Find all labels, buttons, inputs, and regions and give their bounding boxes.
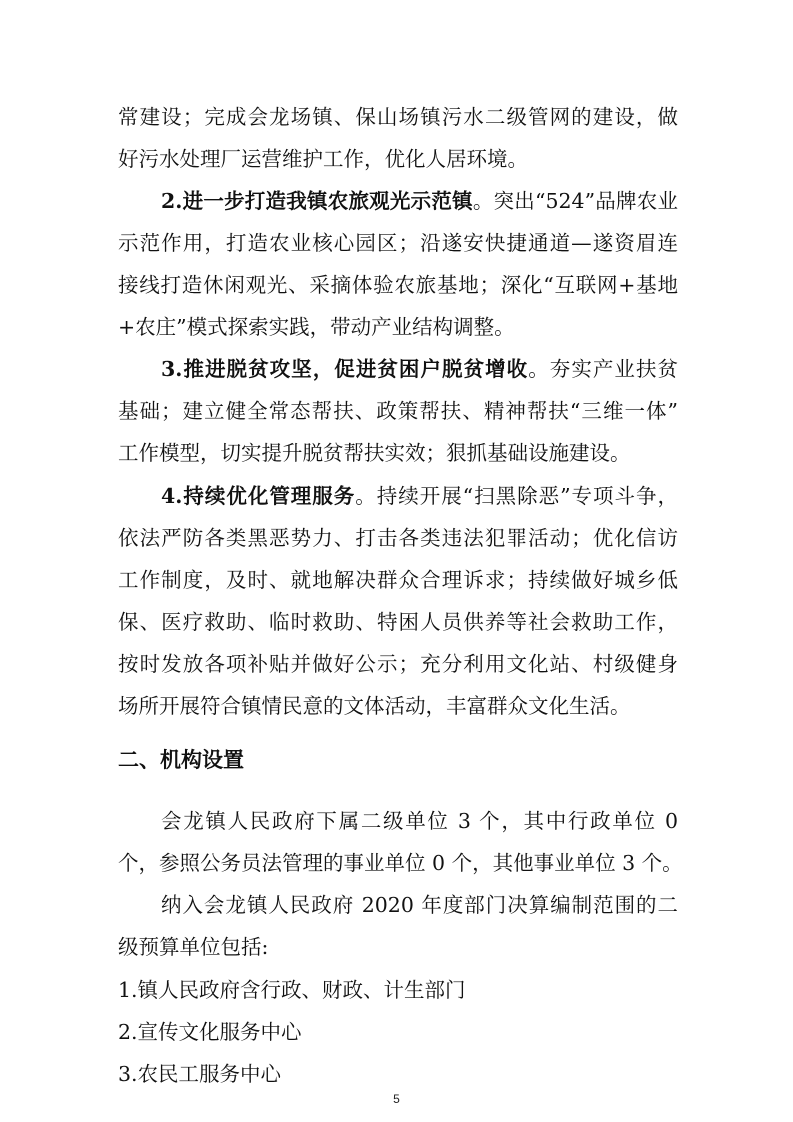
paragraph-4-heading: 4.持续优化管理服务	[161, 484, 356, 508]
section-heading: 二、机构设置	[118, 748, 244, 772]
paragraph-2-heading: 2.进一步打造我镇农旅观光示范镇	[161, 189, 473, 213]
text-line: 接线打造休闲观光、采摘体验农旅基地；深化“互联网+基地	[118, 273, 678, 297]
text-line: 保、医疗救助、临时救助、特困人员供养等社会救助工作，	[118, 610, 678, 634]
paragraph-3-first-line	[161, 354, 678, 384]
paragraph-2-text: 。突出“524”品牌农业	[472, 189, 678, 213]
text-line: 按时发放各项补贴并做好公示；充分利用文化站、村级健身	[118, 652, 678, 676]
paragraph-2-first-line	[161, 186, 678, 216]
page-number: 5	[393, 1092, 400, 1106]
paragraph-3-text: 。夯实产业扶贫	[528, 357, 679, 381]
text-line: 级预算单位包括:	[118, 935, 269, 959]
text-line: 工作模型，切实提升脱贫帮扶实效；狠抓基础设施建设。	[118, 441, 631, 465]
text-line: 个，参照公务员法管理的事业单位 0 个，其他事业单位 3 个。	[118, 851, 683, 875]
text-line: 好污水处理厂运营维护工作，优化人居环境。	[118, 147, 528, 171]
paragraph-4-text: 。持续开展“扫黑除恶”专项斗争，	[355, 484, 678, 508]
paragraph-4-first-line	[161, 481, 678, 511]
list-item: 1.镇人民政府含行政、财政、计生部门	[118, 978, 466, 1002]
list-item: 2.宣传文化服务中心	[118, 1020, 302, 1044]
text-line: 场所开展符合镇情民意的文体活动，丰富群众文化生活。	[118, 694, 631, 718]
text-line: 会龙镇人民政府下属二级单位 3 个，其中行政单位 0	[161, 809, 678, 833]
text-line: 基础；建立健全常态帮扶、政策帮扶、精神帮扶“三维一体”	[118, 399, 678, 423]
list-item: 3.农民工服务中心	[118, 1062, 282, 1086]
text-line: +农庄”模式探索实践，带动产业结构调整。	[118, 315, 515, 339]
text-line: 依法严防各类黑恶势力、打击各类违法犯罪活动；优化信访	[118, 526, 678, 550]
text-line: 纳入会龙镇人民政府 2020 年度部门决算编制范围的二	[161, 893, 678, 917]
text-line: 示范作用，打造农业核心园区；沿遂安快捷通道—遂资眉连	[118, 231, 678, 255]
text-line: 工作制度，及时、就地解决群众合理诉求；持续做好城乡低	[118, 568, 678, 592]
paragraph-3-heading: 3.推进脱贫攻坚，促进贫困户脱贫增收	[161, 357, 529, 381]
text-line: 常建设；完成会龙场镇、保山场镇污水二级管网的建设，做	[118, 105, 678, 129]
